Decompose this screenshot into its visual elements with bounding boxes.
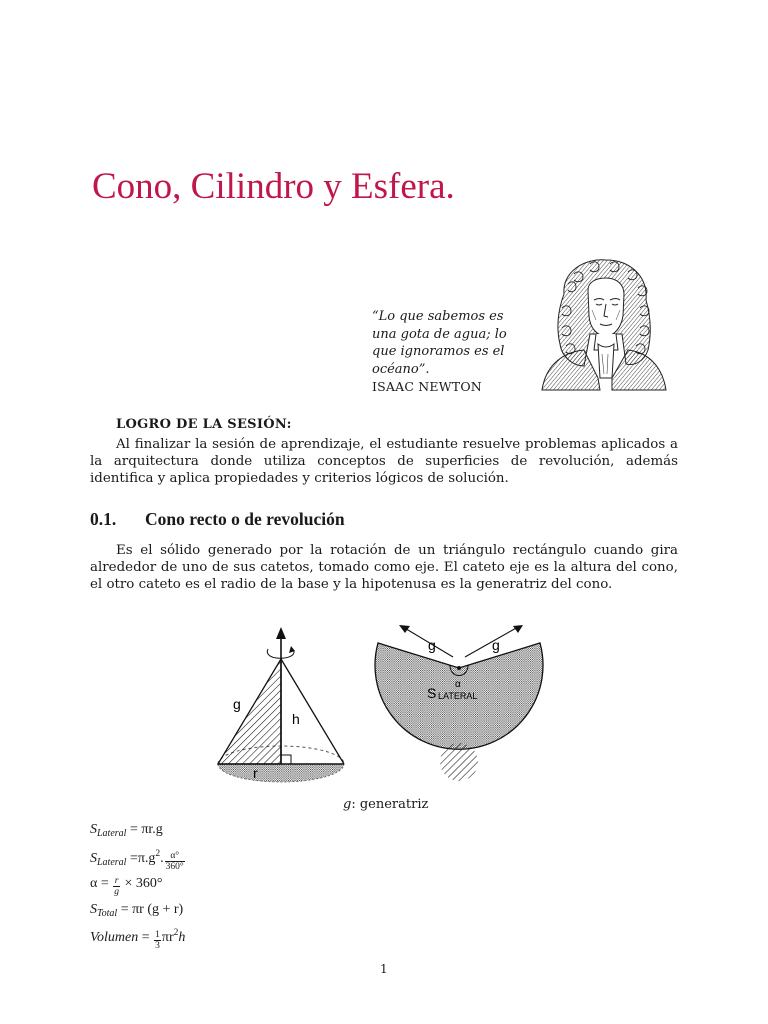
quote-line: océano”. bbox=[372, 361, 430, 377]
f2-exp: 2 bbox=[155, 849, 161, 859]
f3-den: g bbox=[114, 887, 119, 897]
section-paragraph: Es el sólido generado por la rotación de un triángulo rectángulo cuando gira alrededor de uno de sus catetos, tomado como eje. El cateto eje es la altura del cono, el otro cateto es el radio de la base y la hipotenusa es la generatriz del cono. bbox=[90, 543, 678, 592]
page-number: 1 bbox=[380, 962, 388, 976]
f1-sub: Lateral bbox=[97, 828, 127, 839]
caption-text: : generatriz bbox=[351, 797, 429, 812]
newton-portrait bbox=[534, 254, 674, 394]
dev-label-lateral: LATERAL bbox=[438, 691, 478, 701]
page-title: Cono, Cilindro y Esfera. bbox=[92, 166, 455, 207]
f5-den: 3 bbox=[155, 941, 160, 951]
formula-lateral-area bbox=[90, 822, 163, 839]
f1-rhs: = πr.g bbox=[126, 822, 163, 837]
f5-rest-a: πr bbox=[161, 930, 174, 945]
f2-sub: Lateral bbox=[97, 857, 127, 868]
formula-alpha bbox=[90, 876, 162, 897]
f2-fraction bbox=[165, 851, 185, 872]
logro-paragraph: Al finalizar la sesión de aprendizaje, el estudiante resuelve problemas aplicados a la arquitectura donde utiliza conceptos de superficies de revolución, además identifica y aplica propiedades y criterios lógicos de solución. bbox=[90, 437, 678, 486]
f5-lhs: Volumen bbox=[90, 930, 139, 945]
f5-rest-b: h bbox=[178, 930, 186, 945]
cone-label-h: h bbox=[292, 711, 300, 727]
section-title-text: Cono recto o de revolución bbox=[145, 509, 345, 529]
development-diagram bbox=[375, 625, 543, 781]
dev-label-s: S bbox=[427, 685, 437, 701]
quote-block bbox=[372, 308, 537, 396]
formula-total-area bbox=[90, 902, 183, 919]
caption-var: g bbox=[343, 797, 352, 812]
section-number: 0.1. bbox=[90, 509, 117, 529]
formula-lateral-area-alpha bbox=[90, 849, 186, 872]
cone-diagram bbox=[218, 627, 344, 782]
f3-fraction bbox=[113, 876, 120, 897]
figure-caption bbox=[343, 797, 428, 812]
cone-label-r: r bbox=[253, 765, 258, 781]
quote-line: que ignoramos es el bbox=[372, 344, 505, 359]
f4-s: S bbox=[90, 902, 97, 917]
dev-label-g-right: g bbox=[492, 637, 500, 653]
dev-label-alpha: α bbox=[455, 679, 461, 690]
logro-heading: LOGRO DE LA SESIÓN: bbox=[116, 417, 292, 432]
f2-rhs: =π.g bbox=[126, 851, 156, 866]
f5-num: 1 bbox=[155, 930, 160, 940]
f5-exp: 2 bbox=[173, 928, 179, 938]
f2-s: S bbox=[90, 851, 97, 866]
formula-volume bbox=[90, 928, 185, 951]
quote-line: una gota de agua; lo bbox=[372, 326, 507, 342]
quote-line: “Lo que sabemos es bbox=[372, 309, 504, 324]
section-heading bbox=[90, 509, 345, 530]
dev-label-g-left: g bbox=[428, 637, 436, 653]
f3-rest: × 360° bbox=[120, 876, 163, 891]
f5-fraction bbox=[154, 930, 161, 951]
cone-label-g: g bbox=[233, 696, 241, 712]
f1-s: S bbox=[90, 822, 97, 837]
f3-num: r bbox=[114, 876, 119, 886]
f4-rhs: = πr (g + r) bbox=[117, 902, 184, 917]
f3-alpha: α = bbox=[90, 876, 113, 891]
f5-eq: = bbox=[138, 930, 154, 945]
f4-sub: Total bbox=[97, 908, 118, 919]
f2-dot: . bbox=[160, 851, 164, 866]
f2-den: 360° bbox=[165, 862, 184, 872]
quote-author: ISAAC NEWTON bbox=[372, 379, 482, 394]
f2-num: α° bbox=[165, 851, 185, 862]
cone-figure bbox=[200, 615, 560, 790]
